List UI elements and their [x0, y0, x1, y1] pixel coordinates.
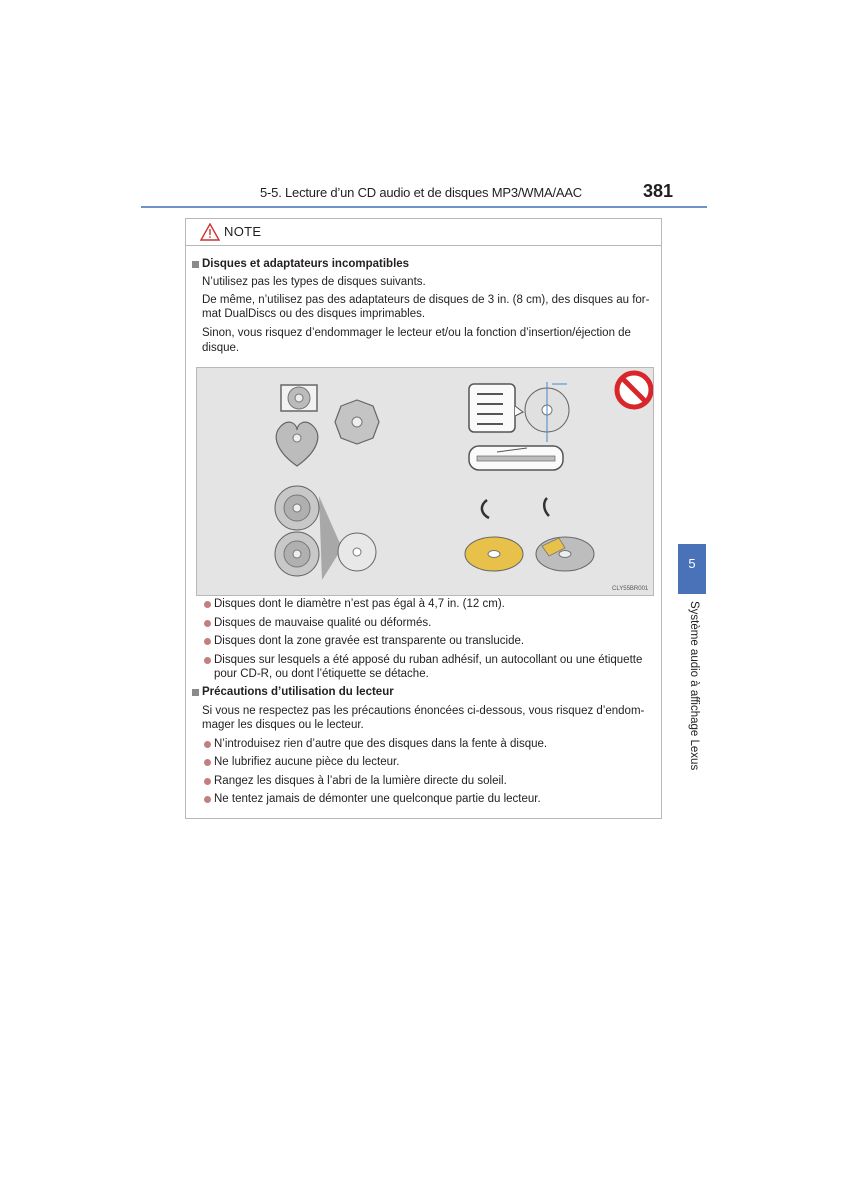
- warning-icon: [200, 223, 220, 241]
- section-heading: Disques et adaptateurs incompatibles: [202, 258, 410, 270]
- list-item: Ne tentez jamais de démonter une quelconque partie du lecteur.: [214, 793, 541, 805]
- header-rule: [141, 206, 707, 208]
- section-marker: [192, 261, 199, 268]
- paragraph-line: mat DualDiscs ou des disques imprimables.: [202, 308, 426, 320]
- discs-drawing: [197, 368, 653, 595]
- figure-code: CLY55BR001: [612, 586, 649, 592]
- bullet-icon: [204, 601, 211, 608]
- prohibition-icon: [617, 373, 651, 407]
- list-item: Disques de mauvaise qualité ou déformés.: [214, 617, 432, 629]
- chapter-tab[interactable]: 5: [678, 544, 706, 594]
- list-item: Disques dont le diamètre n’est pas égal à 4,7 in. (12 cm).: [214, 598, 505, 610]
- note-header: [186, 219, 661, 246]
- octagon-disc-icon: [335, 400, 379, 444]
- heart-disc-icon: [276, 422, 318, 466]
- bullet-icon: [204, 657, 211, 664]
- bullet-icon: [204, 638, 211, 645]
- chapter-label: Système audio à affichage Lexus: [688, 601, 700, 771]
- list-item: Disques dont la zone gravée est transparente ou translucide.: [214, 635, 525, 647]
- bullet-icon: [204, 741, 211, 748]
- square-disc-icon: [281, 385, 317, 411]
- section-heading: Précautions d’utilisation du lecteur: [202, 686, 394, 698]
- list-item: N’introduisez rien d’autre que des disques dans la fente à disque.: [214, 738, 548, 750]
- bullet-icon: [204, 778, 211, 785]
- paragraph-line: disque.: [202, 342, 240, 354]
- adapter-disc-icon: [275, 486, 376, 580]
- paragraph-line: Sinon, vous risquez d’endommager le lecteur et/ou la fonction d’insertion/éjection de: [202, 327, 631, 339]
- list-item-continuation: pour CD-R, ou dont l’étiquette se détache.: [214, 668, 429, 680]
- page-number: 381: [643, 181, 674, 201]
- list-item: Disques sur lesquels a été apposé du ruban adhésif, un autocollant ou une étiquette: [214, 654, 643, 666]
- sticker-disc-icon: [536, 498, 594, 571]
- bullet-icon: [204, 796, 211, 803]
- list-item: Ne lubrifiez aucune pièce du lecteur.: [214, 756, 400, 768]
- section-marker: [192, 689, 199, 696]
- dualdisc-icon: [469, 382, 569, 470]
- bullet-icon: [204, 759, 211, 766]
- note-label: NOTE: [224, 224, 262, 239]
- translucent-disc-icon: [465, 500, 523, 571]
- paragraph-line: De même, n’utilisez pas des adaptateurs de disques de 3 in. (8 cm), des disques au for-: [202, 294, 650, 306]
- section-title: 5-5. Lecture d’un CD audio et de disques MP3/WMA/AAC: [260, 185, 582, 200]
- list-item: Rangez les disques à l’abri de la lumière directe du soleil.: [214, 775, 507, 787]
- incompatible-discs-illustration: [196, 367, 654, 596]
- bullet-icon: [204, 620, 211, 627]
- paragraph-line: mager les disques ou le lecteur.: [202, 719, 364, 731]
- paragraph-line: N’utilisez pas les types de disques suivants.: [202, 276, 426, 288]
- paragraph-line: Si vous ne respectez pas les précautions énoncées ci-dessous, vous risquez d’endom-: [202, 705, 645, 717]
